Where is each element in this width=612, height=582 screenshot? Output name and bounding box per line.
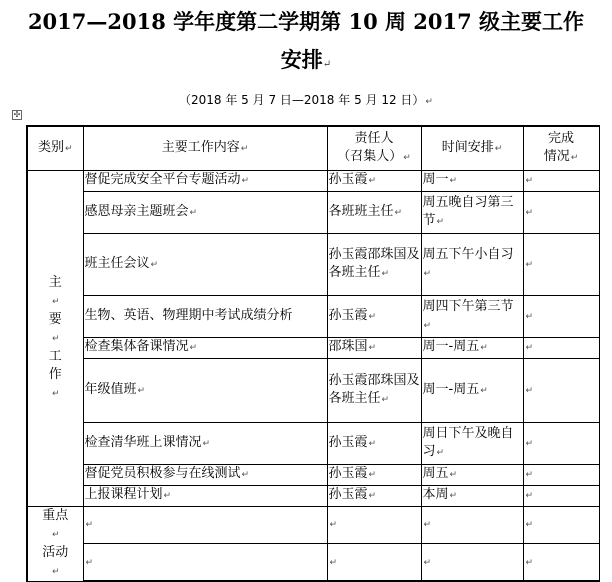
table-row bbox=[27, 422, 599, 464]
task-cell: 督促完成安全平台专题活动↵ bbox=[83, 170, 327, 191]
task-cell: 生物、英语、物理期中考试成绩分析 bbox=[83, 295, 327, 337]
done-cell bbox=[523, 422, 599, 464]
person-cell: 邵珠国↵ bbox=[327, 337, 421, 358]
paragraph-mark-icon: ↵ bbox=[403, 152, 411, 163]
person-cell: 孙玉霞↵ bbox=[327, 464, 421, 485]
task-cell: 督促党员积极参与在线测试↵ bbox=[83, 464, 327, 485]
category-key-activities: 重点↵ 活动↵ bbox=[27, 506, 83, 581]
paragraph-mark-icon: ↵ bbox=[525, 176, 534, 186]
paragraph-mark-icon: ↵ bbox=[449, 470, 458, 480]
paragraph-mark-icon: ↵ bbox=[240, 143, 249, 154]
time-cell: 周五下午小自习↵ bbox=[421, 233, 523, 295]
done-cell bbox=[523, 358, 599, 422]
header-content: 主要工作内容↵ bbox=[83, 126, 327, 170]
paragraph-mark-icon: ↵ bbox=[241, 176, 250, 186]
paragraph-mark-icon: ↵ bbox=[368, 311, 377, 322]
table-row bbox=[27, 506, 599, 544]
time-cell: 周一-周五↵ bbox=[421, 337, 523, 358]
paragraph-mark-icon: ↵ bbox=[449, 176, 458, 186]
done-cell bbox=[523, 295, 599, 337]
paragraph-mark-icon: ↵ bbox=[137, 385, 146, 396]
paragraph-mark-icon: ↵ bbox=[436, 216, 445, 227]
date-range bbox=[0, 92, 612, 110]
table-row bbox=[27, 233, 599, 295]
paragraph-mark-icon: ↵ bbox=[368, 343, 377, 353]
task-cell: 感恩母亲主题班会↵ bbox=[83, 191, 327, 233]
done-cell bbox=[523, 170, 599, 191]
time-cell: 周日下午及晚自习↵ bbox=[421, 422, 523, 464]
done-cell bbox=[523, 506, 599, 544]
paragraph-mark-icon: ↵ bbox=[189, 207, 198, 218]
paragraph-mark-icon: ↵ bbox=[329, 557, 338, 568]
person-cell: 孙玉霞邵珠国及各班主任↵ bbox=[327, 358, 421, 422]
paragraph-mark-icon: ↵ bbox=[525, 385, 534, 396]
paragraph-mark-icon: ↵ bbox=[51, 296, 60, 307]
paragraph-mark-icon: ↵ bbox=[449, 491, 458, 501]
time-cell: 周一↵ bbox=[421, 170, 523, 191]
time-cell: 周一-周五↵ bbox=[421, 358, 523, 422]
date-range-text: （2018 年 5 月 7 日—2018 年 5 月 12 日） bbox=[179, 93, 425, 107]
time-cell: 本周↵ bbox=[421, 485, 523, 506]
task-cell: 班主任会议↵ bbox=[83, 233, 327, 295]
header-done: 完成 情况↵ bbox=[523, 126, 599, 170]
done-cell bbox=[523, 337, 599, 358]
paragraph-mark-icon: ↵ bbox=[525, 311, 534, 322]
paragraph-mark-icon: ↵ bbox=[423, 268, 432, 279]
paragraph-mark-icon: ↵ bbox=[423, 320, 432, 331]
paragraph-mark-icon: ↵ bbox=[423, 557, 432, 568]
table-row bbox=[27, 170, 599, 191]
table-row bbox=[27, 337, 599, 358]
paragraph-mark-icon: ↵ bbox=[202, 438, 211, 449]
time-cell bbox=[421, 506, 523, 544]
done-cell bbox=[523, 485, 599, 506]
header-category: 类别↵ bbox=[27, 126, 83, 170]
document-title-continued bbox=[0, 46, 612, 79]
task-cell: 检查集体备课情况↵ bbox=[83, 337, 327, 358]
paragraph-mark-icon: ↵ bbox=[525, 343, 534, 353]
table-row bbox=[27, 485, 599, 506]
paragraph-mark-icon: ↵ bbox=[368, 470, 377, 480]
person-cell: 孙玉霞↵ bbox=[327, 485, 421, 506]
paragraph-mark-icon: ↵ bbox=[51, 388, 60, 399]
paragraph-mark-icon: ↵ bbox=[525, 438, 534, 449]
table-row bbox=[27, 358, 599, 422]
paragraph-mark-icon: ↵ bbox=[494, 143, 503, 154]
task-cell bbox=[83, 544, 327, 582]
time-cell: 周五↵ bbox=[421, 464, 523, 485]
paragraph-mark-icon: ↵ bbox=[394, 207, 403, 218]
person-cell bbox=[327, 544, 421, 582]
done-cell bbox=[523, 233, 599, 295]
done-cell bbox=[523, 544, 599, 582]
paragraph-mark-icon: ↵ bbox=[525, 491, 534, 501]
task-cell: 上报课程计划↵ bbox=[83, 485, 327, 506]
time-cell: 周四下午第三节↵ bbox=[421, 295, 523, 337]
person-cell: 孙玉霞↵ bbox=[327, 170, 421, 191]
title-line-2: 安排 bbox=[280, 47, 323, 72]
paragraph-mark-icon: ↵ bbox=[381, 394, 390, 405]
paragraph-mark-icon: ↵ bbox=[85, 557, 94, 568]
task-cell: 年级值班↵ bbox=[83, 358, 327, 422]
paragraph-mark-icon: ↵ bbox=[51, 566, 60, 577]
paragraph-mark-icon: ↵ bbox=[480, 343, 488, 353]
paragraph-mark-icon: ↵ bbox=[322, 59, 332, 70]
task-cell bbox=[83, 506, 327, 544]
paragraph-mark-icon: ↵ bbox=[423, 520, 432, 531]
paragraph-mark-icon: ↵ bbox=[525, 470, 534, 480]
time-cell bbox=[421, 544, 523, 582]
person-cell bbox=[327, 506, 421, 544]
table-row bbox=[27, 544, 599, 582]
paragraph-mark-icon: ↵ bbox=[436, 447, 445, 458]
paragraph-mark-icon: ↵ bbox=[368, 491, 377, 501]
task-cell: 检查清华班上课情况↵ bbox=[83, 422, 327, 464]
paragraph-mark-icon: ↵ bbox=[85, 520, 94, 531]
paragraph-mark-icon: ↵ bbox=[525, 557, 534, 568]
table-row bbox=[27, 191, 599, 233]
paragraph-mark-icon: ↵ bbox=[51, 333, 60, 344]
person-cell: 各班班主任↵ bbox=[327, 191, 421, 233]
table-move-handle-icon[interactable]: ✣ bbox=[13, 110, 21, 119]
work-plan-table bbox=[26, 125, 600, 582]
paragraph-mark-icon: ↵ bbox=[64, 143, 73, 154]
paragraph-mark-icon: ↵ bbox=[525, 259, 534, 270]
person-cell: 孙玉霞↵ bbox=[327, 295, 421, 337]
category-main-work: 主↵ 要↵ 工 作↵ bbox=[27, 170, 83, 506]
title-line-1: 2017—2018 学年度第二学期第 10 周 2017 级主要工作 bbox=[27, 9, 585, 34]
paragraph-mark-icon: ↵ bbox=[51, 529, 60, 540]
header-time: 时间安排↵ bbox=[421, 126, 523, 170]
table-header-row bbox=[27, 126, 599, 170]
paragraph-mark-icon: ↵ bbox=[570, 152, 579, 163]
paragraph-mark-icon: ↵ bbox=[381, 268, 390, 279]
paragraph-mark-icon: ↵ bbox=[425, 97, 433, 107]
done-cell bbox=[523, 464, 599, 485]
paragraph-mark-icon: ↵ bbox=[150, 259, 159, 270]
paragraph-mark-icon: ↵ bbox=[329, 520, 338, 531]
paragraph-mark-icon: ↵ bbox=[241, 470, 250, 480]
paragraph-mark-icon: ↵ bbox=[189, 343, 198, 353]
table-row bbox=[27, 464, 599, 485]
header-person: 责任人 （召集人）↵ bbox=[327, 126, 421, 170]
paragraph-mark-icon: ↵ bbox=[525, 207, 534, 218]
person-cell: 孙玉霞邵珠国及各班主任↵ bbox=[327, 233, 421, 295]
paragraph-mark-icon: ↵ bbox=[525, 520, 534, 531]
table-row bbox=[27, 295, 599, 337]
paragraph-mark-icon: ↵ bbox=[480, 385, 488, 396]
document-title bbox=[0, 8, 612, 36]
done-cell bbox=[523, 191, 599, 233]
paragraph-mark-icon: ↵ bbox=[368, 438, 377, 449]
person-cell: 孙玉霞↵ bbox=[327, 422, 421, 464]
time-cell: 周五晚自习第三节↵ bbox=[421, 191, 523, 233]
paragraph-mark-icon: ↵ bbox=[163, 491, 172, 501]
paragraph-mark-icon: ↵ bbox=[368, 176, 377, 186]
